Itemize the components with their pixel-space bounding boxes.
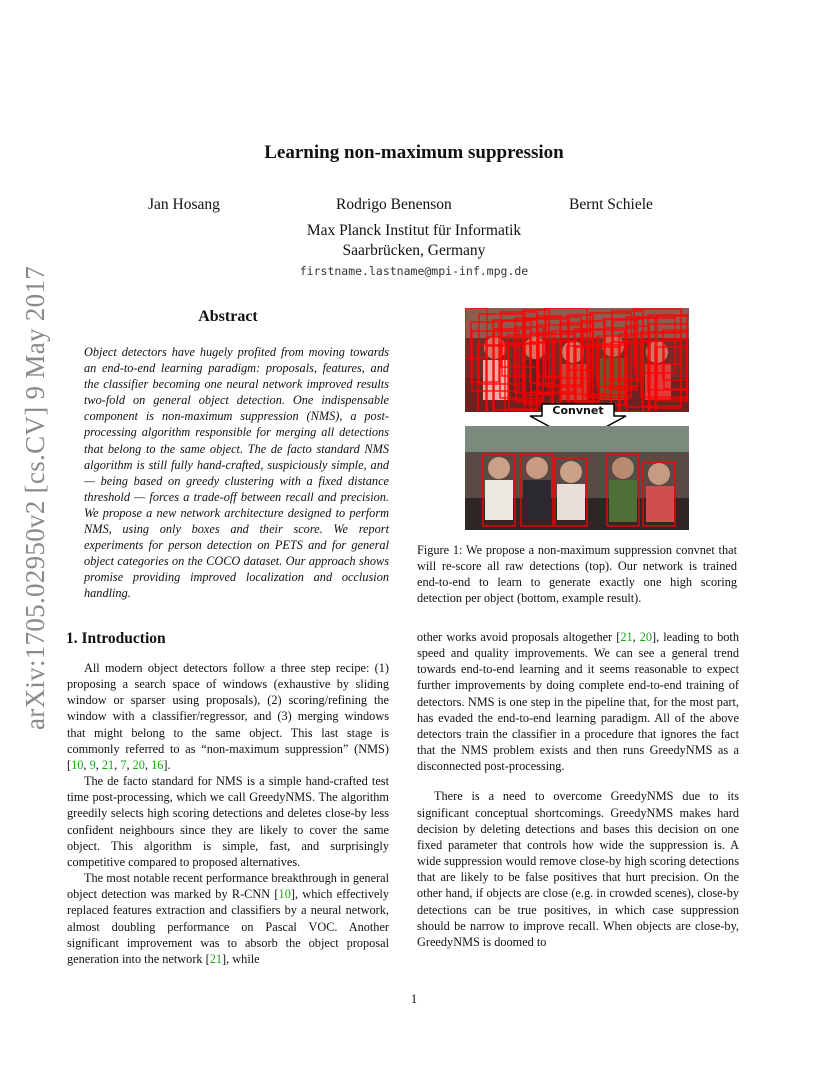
intro-left-column [67,660,389,967]
citation-link[interactable]: 16 [151,757,164,772]
author-name: Rodrigo Benenson [336,196,452,213]
citation-link[interactable]: 10 [278,887,291,902]
affiliation-location: Saarbrücken, Germany [342,242,486,259]
citation-link[interactable]: 20 [639,630,653,644]
arxiv-identifier: arXiv:1705.02950v2 [cs.CV] 9 May 2017 [20,265,50,730]
intro-paragraph: other works avoid proposals altogether [21, 20], leading to both speed and quality improvements. We can see a general trend towards end-to-end learning and it seems reasonable to expect further improvements by doing complete end-to-end training of detectors. NMS is one step in the pipeline that, for the most part, has evaded the end-to-end learning paradigm. All of the above detectors train the classifier in a procedure that ignores the fact that the NMS problem exists and then runs GreedyNMS as a disconnected post-processing. [417,630,739,774]
citation-link[interactable]: 9 [89,757,96,772]
figure-raw-detections-image [465,308,689,412]
abstract-heading: Abstract [198,308,258,325]
citation-link[interactable]: 21 [209,951,223,966]
affiliation-institute: Max Planck Institut für Informatik [306,222,522,239]
author-name: Jan Hosang [148,196,220,213]
citation-link[interactable]: 10 [71,757,84,772]
intro-paragraph: All modern object detectors follow a three step recipe: (1) proposing a search space of windows (exhaustive by sliding window or sparser using proposals), (2) scoring/refining the window with a classifier/regressor, and (3) merging windows that might belong to the same object. This last stage is commonly referred to as “non-maximum suppression” (NMS) [10, 9, 21, 7, 20, 16]. [67,661,389,772]
author-email[interactable]: firstname.lastname@mpi-inf.mpg.de [299,264,529,278]
intro-right-column [417,629,739,950]
intro-paragraph: The most notable recent performance breakthrough in general object detection was marked by R-CNN [10], which effectively replaced features extraction and classifiers by a neural network, almost doubling performance on Pascal VOC. Another significant improvement was to absorb the object proposal generation into the network [21], while [67,871,390,966]
paper-title: Learning non-maximum suppression [264,142,564,163]
convnet-label: Convnet [552,404,604,417]
figure-caption: Figure 1: We propose a non-maximum suppression convnet that will re-score all raw detections (top). Our network is trained end-to-end to learn to generate exactly one high scoring detection per object (bottom, example result). [417,543,737,606]
intro-paragraph: There is a need to overcome GreedyNMS due to its significant conceptual shortcomings. GreedyNMS makes hard decision by deleting detections and bases this decision on one fixed parameter that controls how wide the suppression is. A wide suppression would remove close-by high scoring detections that are likely to be false positives that hurt precision. On the other hand, if objects are close (e.g. in crowded scenes), close-by detections can be true positives, in which case suppression should be narrow to improve recall. When objects are close-by, GreedyNMS is doomed to [417,789,739,949]
citation-link[interactable]: 7 [120,757,127,772]
section-heading-introduction: 1. Introduction [66,630,166,647]
citation-link[interactable]: 21 [620,630,633,644]
figure-result-detections-image [465,426,689,530]
citation-link[interactable]: 20 [132,757,145,772]
author-name: Bernt Schiele [569,196,653,213]
page-number: 1 [410,992,418,1006]
abstract-text: Object detectors have hugely profited from moving towards an end-to-end learning paradigm: proposals, features, and the classifier becoming one neural network improved results two-fold on general object detection. One indispensable component is non-maximum suppression (NMS), a post-processing algorithm responsible for merging all detections that belong to the same object. The de facto standard NMS algorithm is still fully hand-crafted, suspiciously simple, and — being based on greedy clustering with a fixed distance threshold — forces a trade-off between recall and precision. We propose a new network architecture designed to perform NMS, using only boxes and their score. We report experiments for person detection on PETS and for general object categories on the COCO dataset. Our approach shows promise providing improved localization and occlusion handling. [84,345,389,601]
citation-link[interactable]: 21 [101,757,115,772]
intro-paragraph: The de facto standard for NMS is a simple hand-crafted test time post-processing, which we call GreedyNMS. The algorithm greedily selects high scoring detections and deletes close-by less confident neighbours since they are likely to cover the same object. This algorithm is simple, fast, and surprisingly competitive compared to proposed alternatives. [67,774,389,869]
